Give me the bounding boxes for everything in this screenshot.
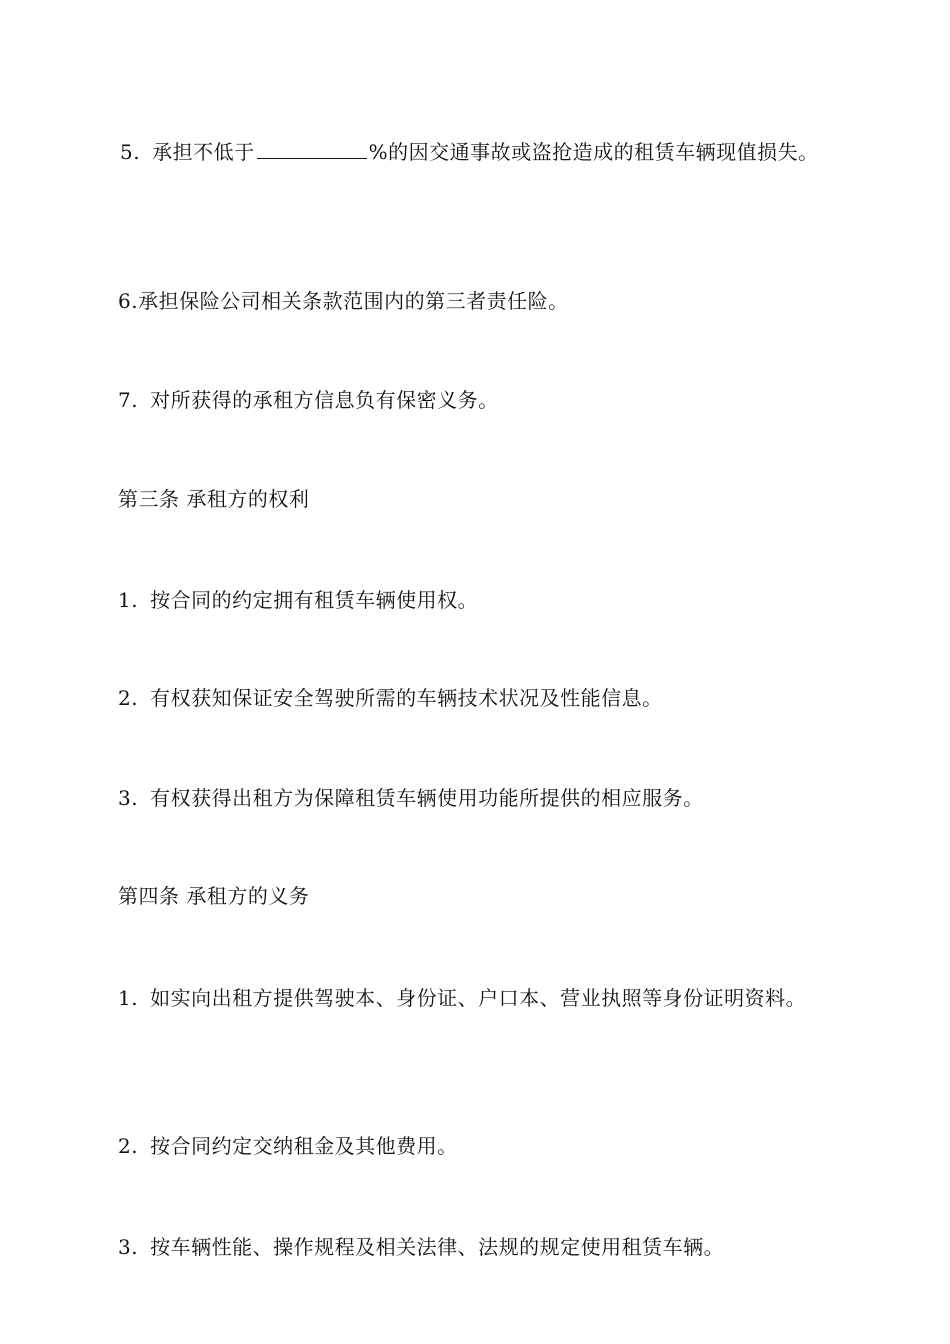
clause-text-after-blank: %的因交通事故或盗抢造成的租赁车辆现值损失。 bbox=[368, 140, 819, 164]
section-heading-article-3: 第三条 承租方的权利 bbox=[118, 487, 310, 511]
clause-number: 2. bbox=[118, 686, 139, 710]
clause-number: 3. bbox=[118, 1235, 139, 1259]
clause-line-6 bbox=[118, 287, 569, 315]
clause-text: 有权获得出租方为保障租赁车辆使用功能所提供的相应服务。 bbox=[150, 786, 704, 810]
clause-number: 2. bbox=[118, 1134, 139, 1158]
section-heading-article-4: 第四条 承租方的义务 bbox=[118, 884, 310, 908]
clause-line-5 bbox=[120, 138, 819, 166]
clause-number: 6. bbox=[118, 289, 139, 313]
clause-line-3-3 bbox=[118, 784, 704, 812]
clause-number: 5. bbox=[120, 140, 141, 164]
clause-line-3-1 bbox=[118, 586, 478, 614]
clause-number: 1. bbox=[118, 986, 139, 1010]
clause-text-before-blank: 承担不低于 bbox=[152, 140, 255, 164]
clause-line-4-1 bbox=[118, 984, 806, 1012]
clause-line-4-2 bbox=[118, 1132, 458, 1160]
clause-text: 如实向出租方提供驾驶本、身份证、户口本、营业执照等身份证明资料。 bbox=[150, 986, 807, 1010]
clause-line-7 bbox=[118, 386, 499, 414]
clause-text: 按车辆性能、操作规程及相关法律、法规的规定使用租赁车辆。 bbox=[150, 1235, 725, 1259]
clause-text: 有权获知保证安全驾驶所需的车辆技术状况及性能信息。 bbox=[150, 686, 663, 710]
clause-line-3-2 bbox=[118, 684, 663, 712]
clause-number: 3. bbox=[118, 786, 139, 810]
clause-text: 按合同约定交纳租金及其他费用。 bbox=[150, 1134, 458, 1158]
clause-text: 对所获得的承租方信息负有保密义务。 bbox=[150, 388, 499, 412]
fill-in-blank[interactable] bbox=[257, 138, 367, 159]
clause-line-4-3 bbox=[118, 1233, 724, 1261]
clause-number: 7. bbox=[118, 388, 139, 412]
clause-text: 按合同的约定拥有租赁车辆使用权。 bbox=[150, 588, 479, 612]
clause-number: 1. bbox=[118, 588, 139, 612]
clause-text: 承担保险公司相关条款范围内的第三者责任险。 bbox=[138, 289, 569, 313]
